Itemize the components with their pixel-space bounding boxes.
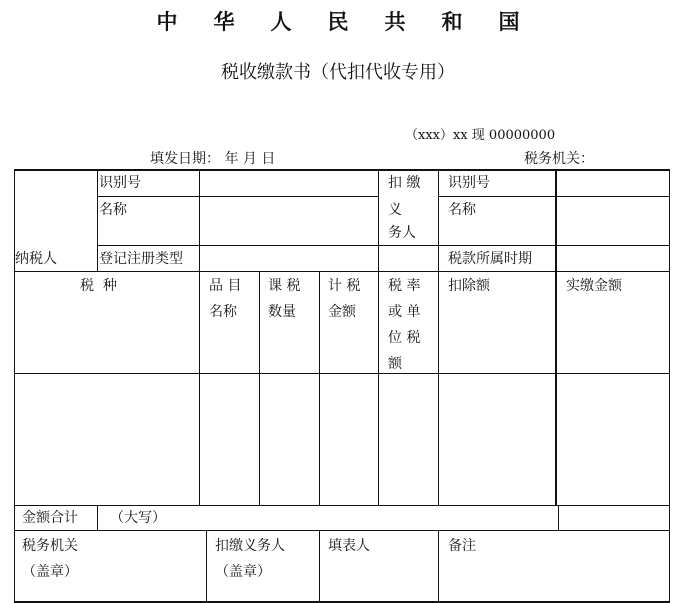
item-name-line2: 名称 (209, 304, 237, 320)
taxable-amount-line2: 金额 (328, 304, 356, 320)
taxable-qty-line1: 课 税 (268, 278, 301, 294)
tax-rate-line2: 或 单 (388, 304, 421, 320)
withholder-seal-line1: 扣缴义务人 (215, 538, 285, 554)
actual-paid-header: 实缴金额 (566, 278, 622, 294)
fill-date-label: 填发日期： 年 月 日 (150, 151, 276, 167)
taxpayer-id-label: 识别号 (99, 175, 141, 191)
taxable-qty-line2: 数量 (268, 304, 296, 320)
tax-period-label: 税款所属时期 (448, 251, 532, 267)
taxpayer-reg-type-label: 登记注册类型 (99, 251, 183, 267)
tax-office-seal (22, 533, 78, 585)
tax-office-label: 税务机关： (524, 151, 594, 167)
withholder-name-label: 名称 (448, 202, 476, 218)
uppercase-amount-label: （大写） (110, 510, 166, 526)
taxpayer-name-label: 名称 (99, 202, 127, 218)
taxable-amount-header (328, 273, 360, 325)
deduction-header: 扣除额 (448, 278, 490, 294)
taxpayer-label: 纳税人 (15, 251, 57, 267)
withholder-seal (215, 533, 285, 585)
serial-number: （xxx）xx 现 00000000 (405, 128, 556, 143)
tax-type-header: 税 种 (80, 278, 117, 294)
tax-rate-header (388, 273, 420, 377)
tax-rate-line3: 位 税 (388, 330, 421, 346)
withholder-label-line3: 务人 (388, 225, 416, 241)
preparer-label: 填表人 (328, 538, 370, 554)
withholder-label-line2: 义 (388, 202, 402, 218)
tax-rate-line1: 税 率 (388, 278, 421, 294)
document-title: 中华人民共和国 (156, 9, 556, 34)
tax-rate-line4: 额 (388, 356, 402, 372)
remarks-label: 备注 (448, 538, 476, 554)
item-name-header (209, 273, 241, 325)
taxable-qty-header (268, 273, 300, 325)
taxable-amount-line1: 计 税 (328, 278, 361, 294)
withholder-id-label: 识别号 (448, 175, 490, 191)
item-name-line1: 品 目 (209, 278, 242, 294)
tax-office-seal-line2: （盖章） (22, 564, 78, 580)
withholder-seal-line2: （盖章） (215, 564, 271, 580)
withholder-label-line1: 扣 缴 (388, 175, 421, 191)
tax-office-seal-line1: 税务机关 (22, 538, 78, 554)
document-subtitle: 税收缴款书（代扣代收专用） (221, 62, 455, 83)
tax-entry-area (15, 374, 669, 505)
total-amount-label: 金额合计 (22, 510, 78, 526)
